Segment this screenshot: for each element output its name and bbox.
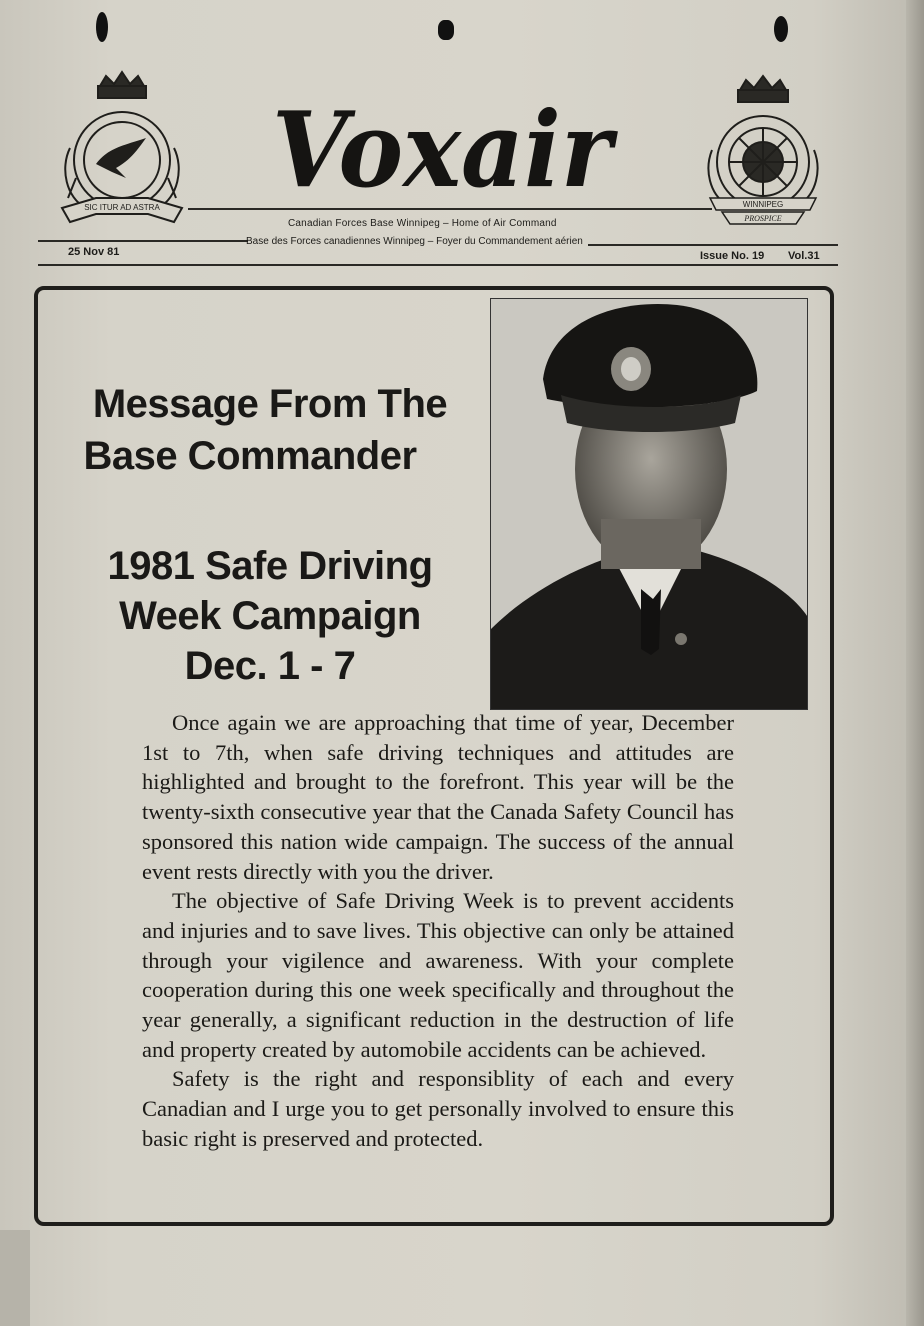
article-paragraph: Safety is the right and responsiblity of each and every Canadian and I urge you to get personally involved to ensure this basic right is preserved and protected. [142,1066,734,1151]
page-edge [906,0,924,1326]
page-edge-shadow [0,1230,30,1326]
subheadline-line: Dec. 1 - 7 [184,644,356,688]
masthead-rule [38,264,838,266]
article-paragraph: Once again we are approaching that time of year, December 1st to 7th, when safe driving techniques and attitudes are highlighted and brought to the forefront. This year will be the twenty-sixth consecutive year that the Canada Safety Council has sponsored this nation wide campaign. The success of the annual event rests directly with you the driver. [142,710,734,884]
punch-hole [438,20,454,40]
subheadline-line: Week Campaign [119,594,421,638]
article-body [142,708,734,1154]
punch-hole [96,12,108,42]
masthead-rule [188,208,712,210]
base-commander-photo [490,298,808,710]
right-crest-name: WINNIPEG [742,200,784,209]
portrait-icon [491,299,808,710]
masthead-rule [38,240,248,242]
headline-line: Base Commander [83,434,417,478]
left-crest-motto: SIC ITUR AD ASTRA [84,203,160,212]
issue-number: Issue No. 19 [700,250,765,262]
masthead-title: Voxair [272,88,619,208]
article-paragraph: The objective of Safe Driving Week is to prevent accidents and injuries and to save lives. This objective can only be attained through your vigilence and awareness. With your complete cooperation during this one week specifically and throughout the year generally, a significant reduction in the destruction of life and property created by automobile accidents can be achieved. [142,888,734,1062]
right-crest-motto: PROSPICE [744,214,782,223]
air-command-crest-icon [56,68,188,230]
masthead-logo [262,78,622,208]
headline-line: Message From The [92,382,448,426]
issue-date: 25 Nov 81 [68,246,120,258]
subheadline-line: 1981 Safe Driving [107,544,433,588]
masthead-subtitle-en: Canadian Forces Base Winnipeg – Home of Air Command [288,218,557,229]
punch-hole [774,16,788,42]
masthead-rule [588,244,838,246]
masthead-subtitle-fr: Base des Forces canadiennes Winnipeg – Foyer du Commandement aérien [246,236,583,247]
volume-number: Vol.31 [788,250,820,262]
cfb-winnipeg-crest-icon [702,70,824,228]
